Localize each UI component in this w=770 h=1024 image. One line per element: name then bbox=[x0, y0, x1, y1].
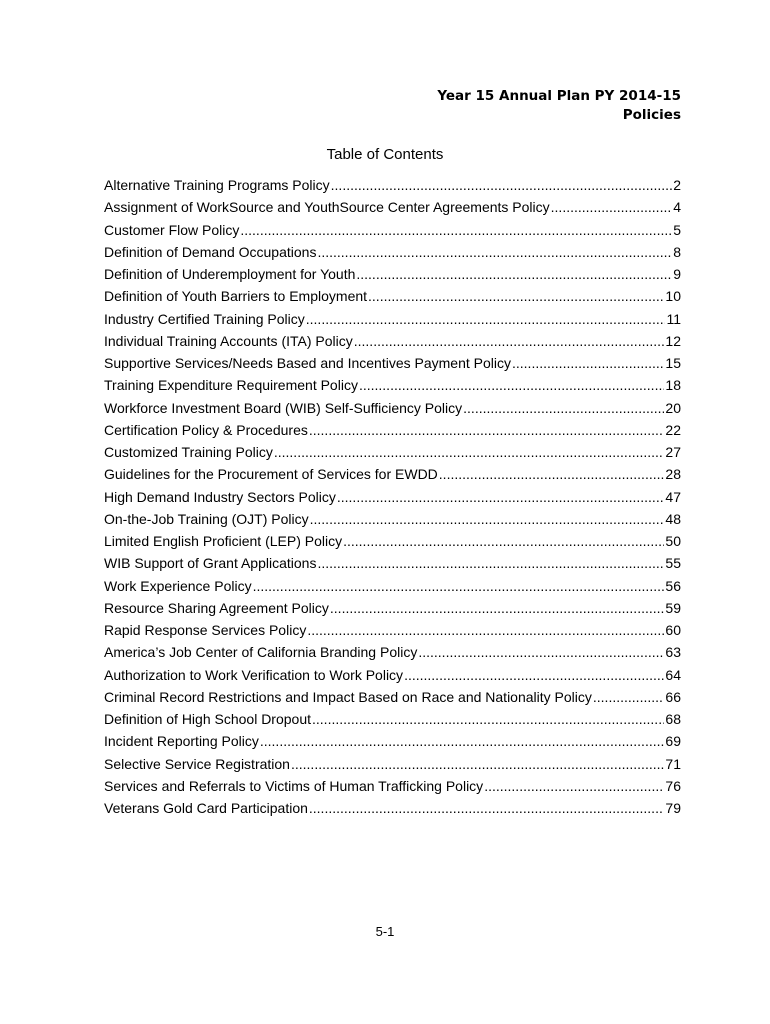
toc-entry-title: Alternative Training Programs Policy bbox=[104, 177, 330, 193]
toc-entry-title: Authorization to Work Verification to Work Policy bbox=[104, 666, 404, 683]
toc-entry[interactable] bbox=[104, 600, 681, 622]
toc-dot-leader bbox=[418, 644, 664, 660]
toc-entry-page: 68 bbox=[665, 711, 681, 727]
page-number: 5-1 bbox=[375, 924, 395, 939]
toc-dot-leader bbox=[309, 422, 665, 438]
toc-entry-page: 8 bbox=[673, 243, 681, 260]
toc-dot-leader bbox=[307, 622, 664, 638]
toc-entry-title: Customer Flow Policy bbox=[104, 221, 240, 238]
toc-entry-title: Industry Certified Training Policy bbox=[104, 310, 305, 327]
toc-entry-title: Veterans Gold Card Participation bbox=[104, 800, 308, 816]
toc-entry-page: 48 bbox=[665, 510, 681, 527]
toc-entry[interactable] bbox=[104, 377, 681, 399]
toc-entry-page: 76 bbox=[665, 777, 681, 794]
toc-entry-title: Definition of Youth Barriers to Employment bbox=[104, 288, 368, 305]
toc-entry-page: 18 bbox=[665, 377, 681, 394]
toc-heading: Table of Contents bbox=[326, 146, 444, 163]
toc-entry-title: Services and Referrals to Victims of Human Trafficking Policy bbox=[104, 777, 484, 794]
toc-entry-page: 47 bbox=[665, 488, 681, 505]
toc-entry[interactable] bbox=[104, 422, 681, 444]
toc-entry-page: 66 bbox=[665, 688, 681, 705]
toc-entry-title: Definition of Demand Occupations bbox=[104, 243, 317, 260]
toc-entry[interactable] bbox=[104, 400, 681, 422]
toc-entry[interactable] bbox=[104, 333, 681, 355]
toc-entry-page: 9 bbox=[673, 266, 681, 282]
toc-entry-page: 11 bbox=[666, 310, 681, 327]
toc-entry-title: Resource Sharing Agreement Policy bbox=[104, 599, 329, 616]
toc-entry-title: Customized Training Policy bbox=[104, 444, 273, 460]
toc-entry-title: Selective Service Registration bbox=[104, 755, 290, 772]
toc-entry-title: Definition of Underemployment for Youth bbox=[104, 266, 356, 282]
toc-dot-leader bbox=[368, 288, 664, 304]
toc-entry-title: Work Experience Policy bbox=[104, 577, 252, 594]
toc-entry-page: 63 bbox=[665, 644, 681, 661]
toc-entry-page: 56 bbox=[665, 577, 681, 594]
toc-entry-page: 5 bbox=[673, 221, 681, 238]
toc-entry-page: 28 bbox=[665, 466, 681, 483]
toc-dot-leader bbox=[330, 600, 665, 616]
toc-entry-title: Guidelines for the Procurement of Services for EWDD bbox=[104, 466, 438, 483]
toc-entry-title: Training Expenditure Requirement Policy bbox=[104, 377, 358, 394]
toc-entry-title: Supportive Services/Needs Based and Incentives Payment Policy bbox=[104, 355, 511, 371]
document-title: Year 15 Annual Plan PY 2014-15 bbox=[437, 88, 681, 104]
toc-entry-page: 20 bbox=[665, 399, 681, 416]
toc-dot-leader bbox=[331, 177, 673, 193]
toc-dot-leader bbox=[512, 355, 664, 371]
toc-entry[interactable] bbox=[104, 667, 681, 689]
toc-entry-title: Assignment of WorkSource and YouthSource Center Agreements Policy bbox=[104, 199, 550, 216]
toc-entry-title: Definition of High School Dropout bbox=[104, 711, 312, 727]
toc-entry-title: Limited English Proficient (LEP) Policy bbox=[104, 533, 343, 549]
toc-entry-title: Certification Policy & Procedures bbox=[104, 421, 308, 438]
toc-entry[interactable] bbox=[104, 355, 681, 377]
toc-entry[interactable] bbox=[104, 733, 681, 755]
toc-entry[interactable] bbox=[104, 778, 681, 800]
toc-entry[interactable] bbox=[104, 644, 681, 666]
toc-entry[interactable] bbox=[104, 555, 681, 577]
toc-entry[interactable] bbox=[104, 756, 681, 778]
toc-entry-title: High Demand Industry Sectors Policy bbox=[104, 488, 336, 505]
toc-entry[interactable] bbox=[104, 288, 681, 310]
toc-dot-leader bbox=[317, 244, 672, 260]
toc-entry[interactable] bbox=[104, 711, 681, 733]
toc-dot-leader bbox=[551, 199, 673, 215]
toc-entry-page: 50 bbox=[665, 533, 681, 549]
toc-entry-page: 59 bbox=[665, 599, 681, 616]
toc-entry[interactable] bbox=[104, 800, 681, 822]
table-of-contents bbox=[104, 177, 681, 822]
toc-entry-page: 12 bbox=[665, 332, 681, 349]
toc-entry-page: 22 bbox=[665, 421, 681, 438]
toc-entry-page: 27 bbox=[665, 444, 681, 460]
toc-dot-leader bbox=[463, 400, 664, 416]
toc-dot-leader bbox=[484, 778, 664, 794]
toc-entry[interactable] bbox=[104, 244, 681, 266]
toc-dot-leader bbox=[240, 222, 672, 238]
toc-dot-leader bbox=[593, 689, 665, 705]
toc-entry-title: Criminal Record Restrictions and Impact Based on Race and Nationality Policy bbox=[104, 688, 592, 705]
toc-dot-leader bbox=[356, 266, 672, 282]
toc-dot-leader bbox=[274, 444, 665, 460]
toc-entry-title: Rapid Response Services Policy bbox=[104, 622, 307, 638]
toc-entry-page: 71 bbox=[665, 755, 681, 772]
toc-entry-page: 2 bbox=[673, 177, 681, 193]
toc-entry-title: Incident Reporting Policy bbox=[104, 733, 259, 750]
toc-dot-leader bbox=[404, 667, 664, 683]
toc-entry-page: 60 bbox=[665, 622, 681, 638]
toc-entry-page: 4 bbox=[673, 199, 681, 216]
toc-dot-leader bbox=[309, 800, 665, 816]
document-subtitle: Policies bbox=[622, 107, 681, 123]
toc-entry[interactable] bbox=[104, 266, 681, 288]
toc-entry-title: On-the-Job Training (OJT) Policy bbox=[104, 510, 309, 527]
toc-dot-leader bbox=[260, 733, 665, 749]
toc-entry-title: America’s Job Center of California Branding Policy bbox=[104, 644, 418, 661]
toc-entry[interactable] bbox=[104, 444, 681, 466]
toc-entry[interactable] bbox=[104, 622, 681, 644]
toc-entry[interactable] bbox=[104, 578, 681, 600]
toc-entry[interactable] bbox=[104, 689, 681, 711]
toc-entry[interactable] bbox=[104, 177, 681, 199]
toc-entry[interactable] bbox=[104, 489, 681, 511]
toc-entry-page: 64 bbox=[665, 666, 681, 683]
toc-entry[interactable] bbox=[104, 466, 681, 488]
toc-dot-leader bbox=[306, 311, 666, 327]
toc-dot-leader bbox=[253, 578, 665, 594]
toc-dot-leader bbox=[291, 756, 664, 772]
toc-entry-page: 15 bbox=[665, 355, 681, 371]
toc-entry-page: 79 bbox=[665, 800, 681, 816]
toc-entry-page: 10 bbox=[665, 288, 681, 305]
toc-dot-leader bbox=[343, 533, 664, 549]
toc-dot-leader bbox=[354, 333, 665, 349]
toc-entry-title: Workforce Investment Board (WIB) Self-Sufficiency Policy bbox=[104, 399, 463, 416]
toc-entry-page: 55 bbox=[665, 555, 681, 572]
toc-entry[interactable] bbox=[104, 511, 681, 533]
toc-entry[interactable] bbox=[104, 199, 681, 221]
toc-entry-title: Individual Training Accounts (ITA) Policy bbox=[104, 332, 353, 349]
toc-entry-title: WIB Support of Grant Applications bbox=[104, 555, 317, 572]
toc-entry[interactable] bbox=[104, 533, 681, 555]
toc-dot-leader bbox=[317, 555, 664, 571]
toc-dot-leader bbox=[312, 711, 664, 727]
toc-dot-leader bbox=[439, 466, 665, 482]
toc-dot-leader bbox=[337, 489, 665, 505]
toc-dot-leader bbox=[359, 377, 664, 393]
toc-dot-leader bbox=[310, 511, 665, 527]
toc-entry[interactable] bbox=[104, 222, 681, 244]
toc-entry[interactable] bbox=[104, 311, 681, 333]
toc-entry-page: 69 bbox=[665, 733, 681, 750]
